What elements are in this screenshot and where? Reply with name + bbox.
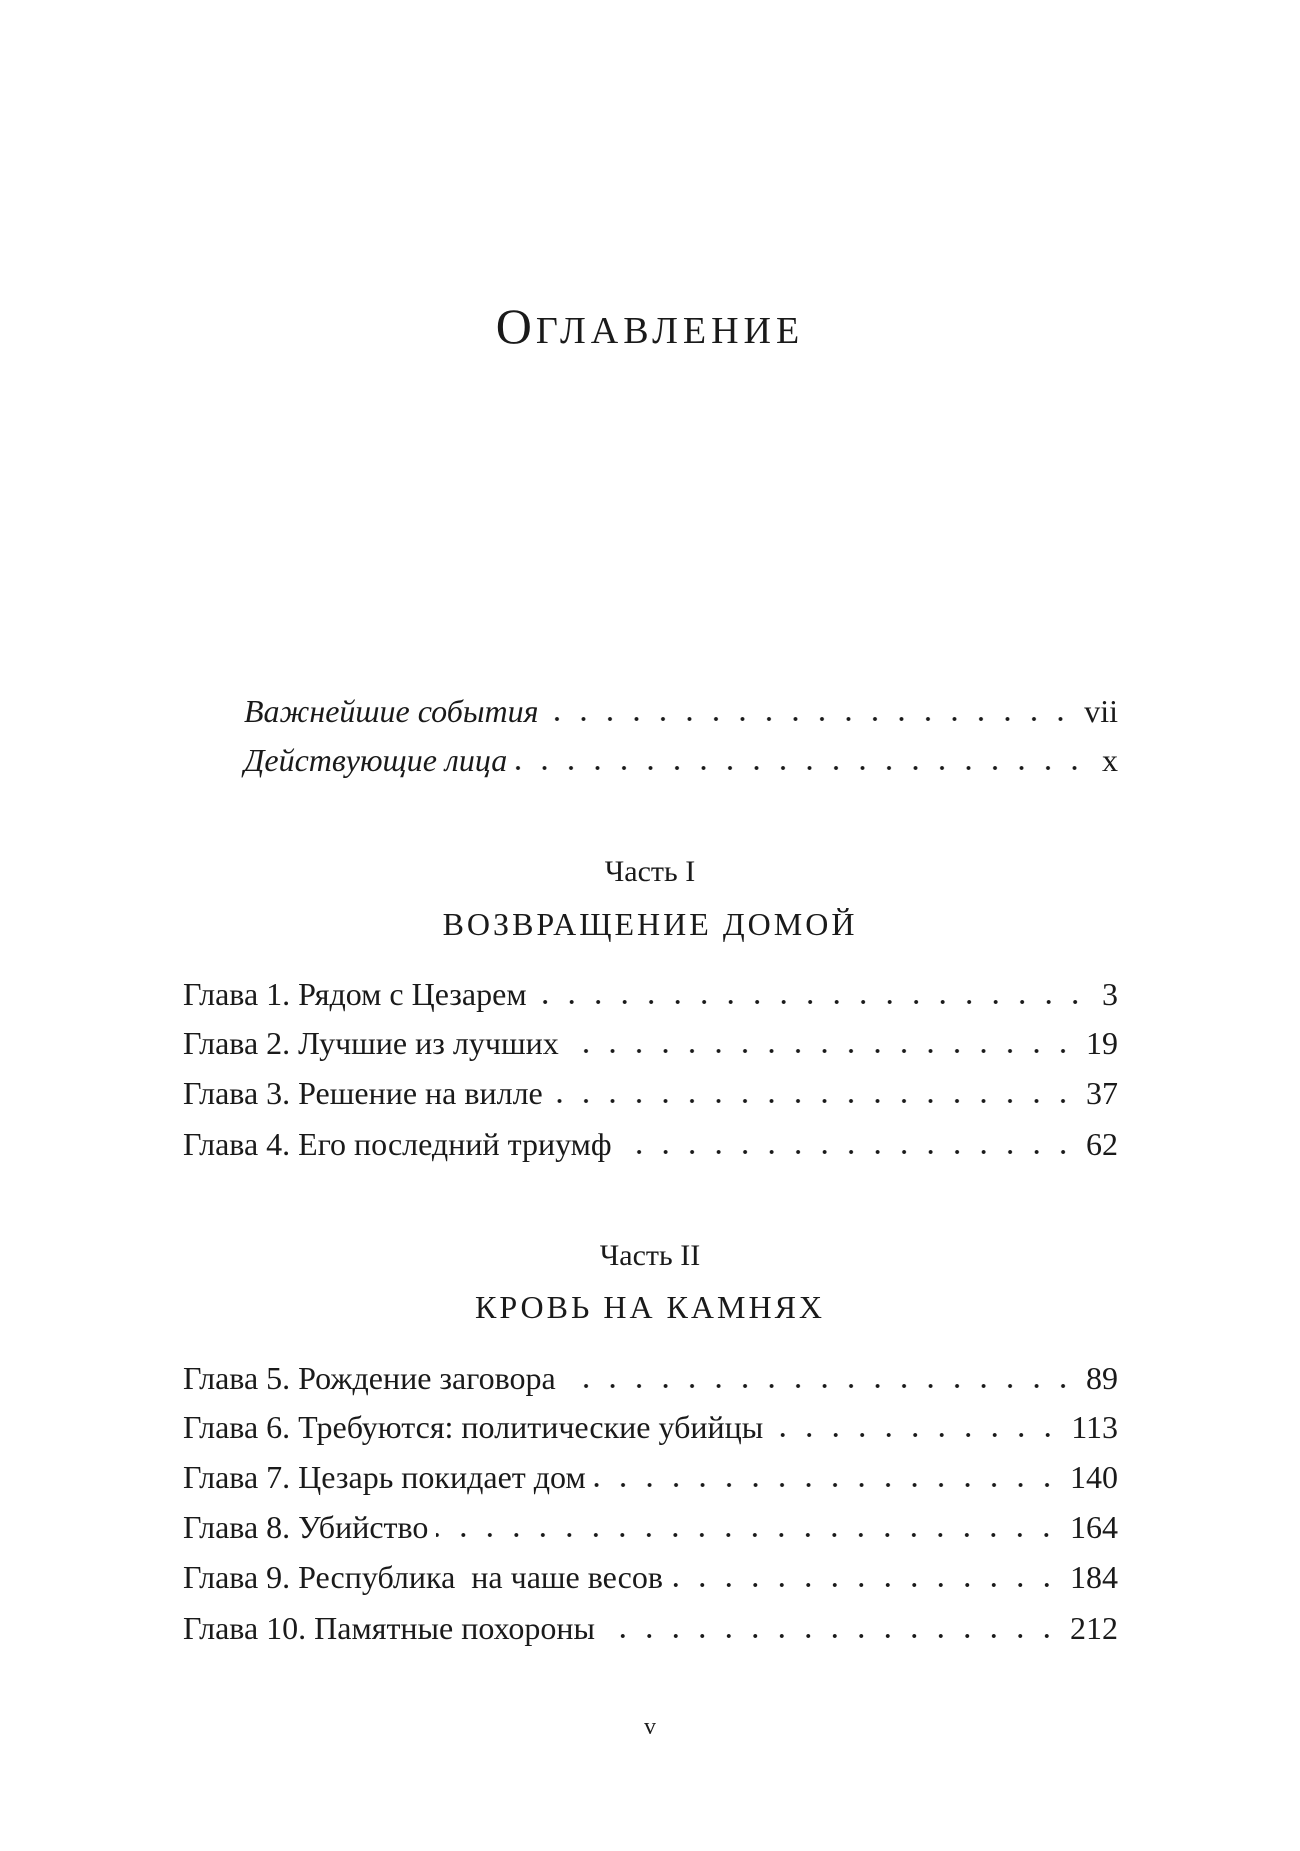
- toc-entry-page: 3: [1102, 976, 1118, 1012]
- toc-entry-page: 89: [1086, 1360, 1118, 1396]
- toc-entry-page: 184: [1070, 1559, 1118, 1595]
- part-label: Часть II: [599, 1239, 701, 1272]
- toc-entry-page: 113: [1071, 1409, 1118, 1445]
- toc-entry[interactable]: [244, 686, 1118, 736]
- toc-entry-page: 212: [1070, 1610, 1118, 1646]
- dot-leader: [771, 1428, 1067, 1438]
- dot-leader: [564, 1379, 1082, 1389]
- toc-entry[interactable]: [183, 1402, 1118, 1452]
- toc-entry[interactable]: [183, 1502, 1118, 1552]
- toc-entry-label: Глава 9. Республика на чаше весов: [183, 1559, 663, 1595]
- toc-entry-page: 140: [1070, 1459, 1118, 1495]
- toc-entry[interactable]: [183, 1068, 1118, 1118]
- toc-entry[interactable]: [183, 1603, 1118, 1653]
- page-title: [0, 296, 1300, 361]
- dot-leader: [567, 1044, 1082, 1054]
- toc-entry[interactable]: [183, 1452, 1118, 1502]
- part-label: Часть I: [604, 855, 696, 888]
- part-title: ВОЗВРАЩЕНИЕ ДОМОЙ: [442, 906, 858, 942]
- toc-entry[interactable]: [183, 1018, 1118, 1068]
- toc-entry[interactable]: [183, 1119, 1118, 1169]
- part-title: КРОВЬ НА КАМНЯХ: [474, 1289, 826, 1325]
- toc-entry-label: Глава 4. Его последний триумф: [183, 1126, 612, 1162]
- dot-leader: [620, 1145, 1082, 1155]
- toc-entry-page: 19: [1086, 1025, 1118, 1061]
- dot-leader: [594, 1478, 1066, 1488]
- toc-entry[interactable]: [183, 1353, 1118, 1403]
- dot-leader: [515, 761, 1094, 771]
- dot-leader: [546, 712, 1080, 722]
- toc-entry-page: vii: [1084, 693, 1118, 729]
- toc-entry-label: Глава 2. Лучшие из лучших: [183, 1025, 559, 1061]
- toc-entry-label: Действующие лица: [244, 742, 508, 778]
- page-number: v: [644, 1714, 656, 1740]
- dot-leader: [535, 995, 1094, 1005]
- dot-leader: [603, 1629, 1066, 1639]
- toc-entry-label: Глава 5. Рождение заговора: [183, 1360, 556, 1396]
- dot-leader: [671, 1578, 1066, 1588]
- toc-entry-label: Глава 8. Убийство: [183, 1509, 429, 1545]
- toc-entry-page: 62: [1086, 1126, 1118, 1162]
- toc-entry-label: Глава 3. Решение на вилле: [183, 1075, 543, 1111]
- toc-entry-label: Глава 6. Требуются: политические убийцы: [183, 1409, 764, 1445]
- toc-entry[interactable]: [244, 735, 1118, 785]
- toc-entry-page: x: [1102, 742, 1118, 778]
- title-initial: О: [495, 298, 536, 354]
- toc-entry-label: Важнейшие события: [244, 693, 539, 729]
- dot-leader: [551, 1094, 1082, 1104]
- toc-entry-label: Глава 1. Рядом с Цезарем: [183, 976, 527, 1012]
- title-rest: ГЛАВЛЕНИЕ: [535, 310, 805, 352]
- toc-entry-page: 164: [1070, 1509, 1118, 1545]
- toc-entry-page: 37: [1086, 1075, 1118, 1111]
- toc-entry[interactable]: [183, 1552, 1118, 1602]
- toc-entry-label: Глава 10. Памятные похороны: [183, 1610, 595, 1646]
- toc-entry[interactable]: [183, 969, 1118, 1019]
- toc-entry-label: Глава 7. Цезарь покидает дом: [183, 1459, 586, 1495]
- dot-leader: [436, 1528, 1066, 1538]
